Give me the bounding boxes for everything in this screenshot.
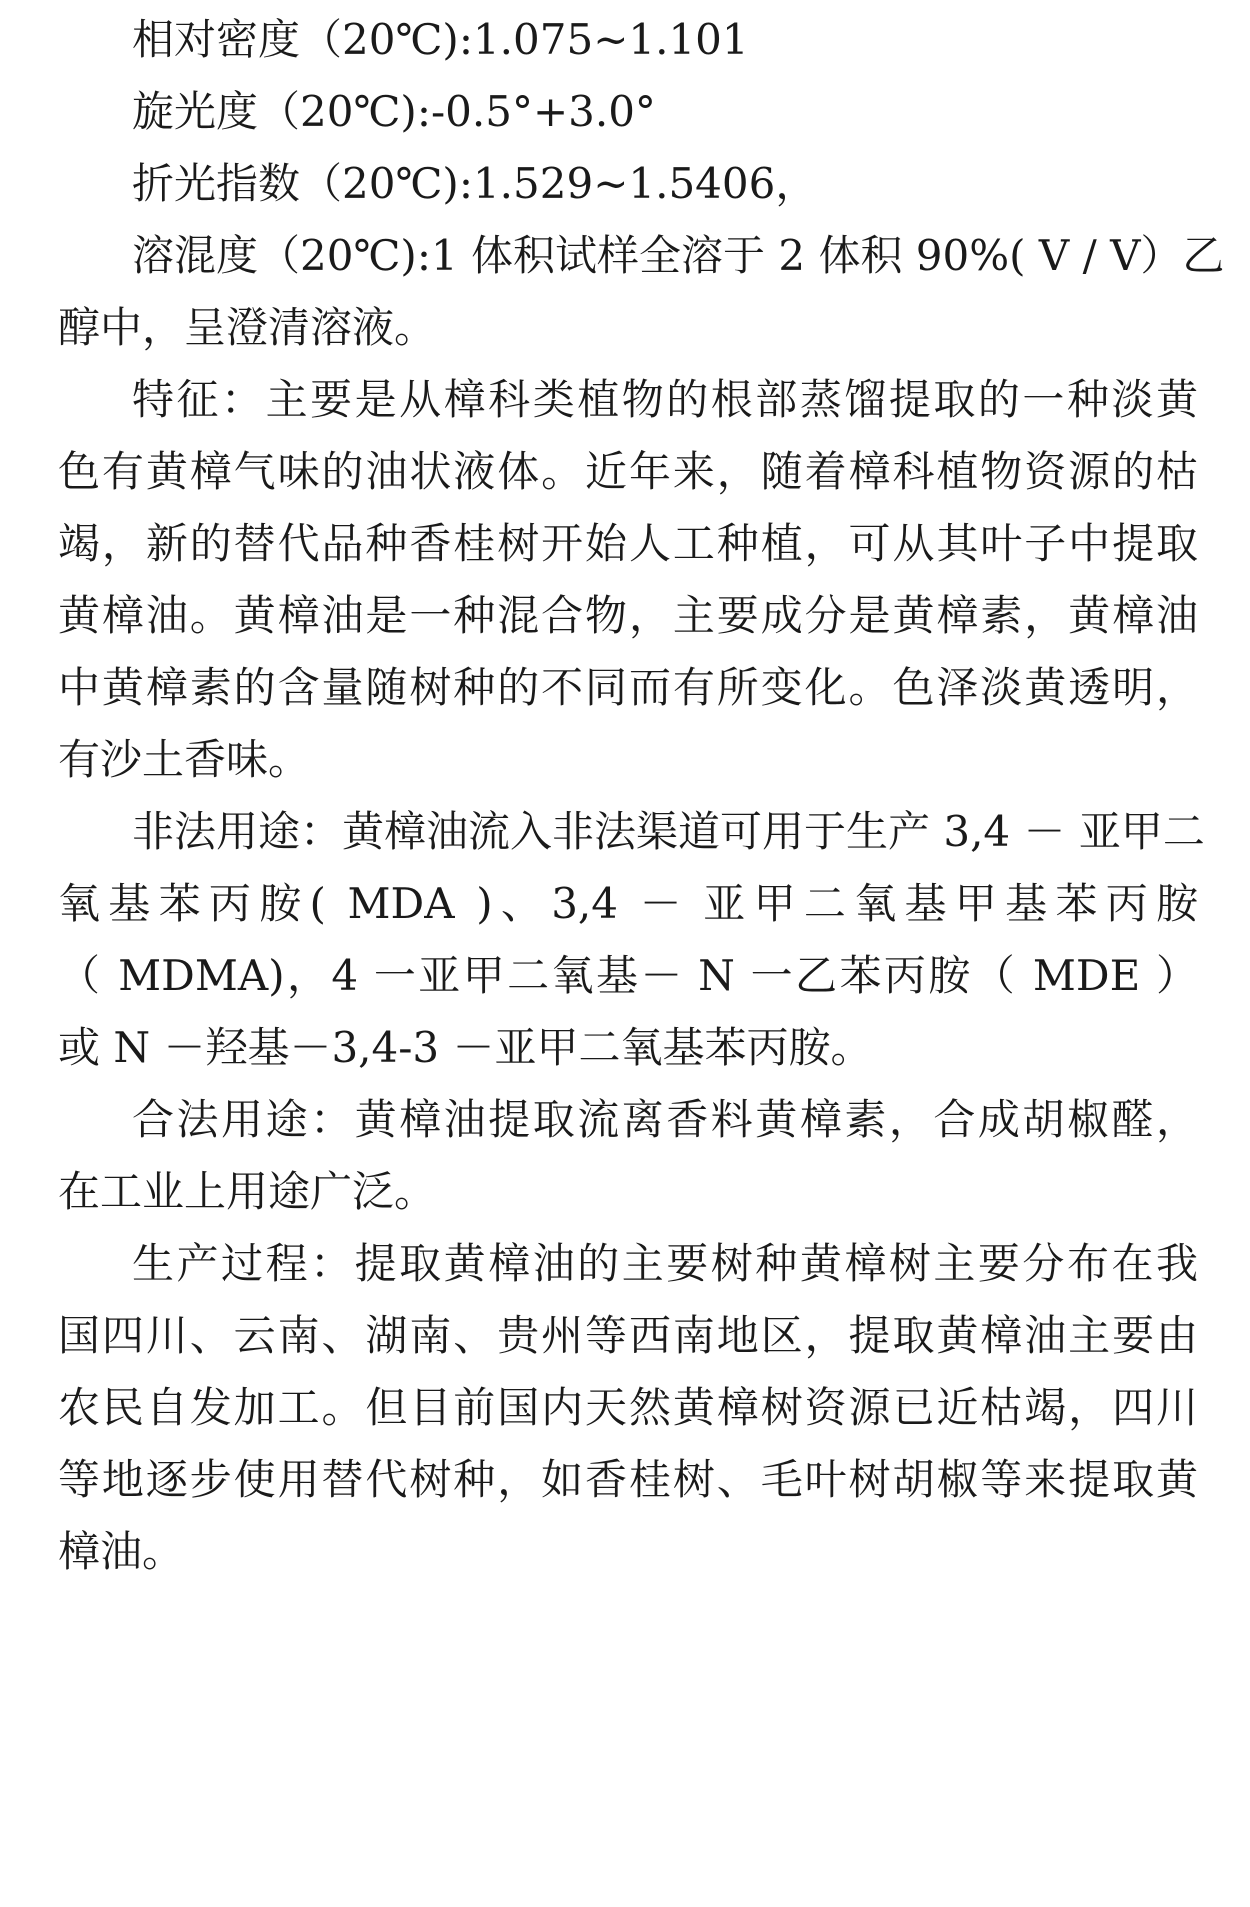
production-line-5: 樟油。 — [58, 1527, 185, 1576]
production-line-3: 农民自发加工。但目前国内天然黄樟树资源已近枯竭，四川 — [58, 1383, 1198, 1432]
property-relative-density: 相对密度（20℃):1.075~1.101 — [132, 15, 749, 64]
property-optical-rotation: 旋光度（20℃):-0.5°+3.0° — [132, 87, 656, 136]
property-refractive-index: 折光指数（20℃):1.529~1.5406， — [132, 159, 818, 208]
illegal-use-line-3: （ MDMA)，4 一亚甲二氧基－ N 一乙苯丙胺（ MDE ） — [58, 951, 1198, 1000]
illegal-use-line-4: 或 N －羟基－3,4-3 －亚甲二氧基苯丙胺。 — [58, 1023, 873, 1072]
features-line-2: 色有黄樟气味的油状液体。近年来，随着樟科植物资源的枯 — [58, 447, 1198, 496]
legal-use-line-1: 合法用途：黄樟油提取流离香料黄樟素，合成胡椒醛， — [132, 1095, 1198, 1144]
features-line-4: 黄樟油。黄樟油是一种混合物，主要成分是黄樟素，黄樟油 — [58, 591, 1198, 640]
production-line-1: 生产过程：提取黄樟油的主要树种黄樟树主要分布在我 — [132, 1239, 1198, 1288]
features-line-1: 特征：主要是从樟科类植物的根部蒸馏提取的一种淡黄 — [132, 375, 1198, 424]
property-miscibility-line-1: 溶混度（20℃):1 体积试样全溶于 2 体积 90%( V / V）乙 — [132, 231, 1225, 280]
illegal-use-line-2: 氧基苯丙胺( MDA )、3,4 － 亚甲二氧基甲基苯丙胺 — [58, 879, 1198, 928]
production-line-4: 等地逐步使用替代树种，如香桂树、毛叶树胡椒等来提取黄 — [58, 1455, 1198, 1504]
features-line-3: 竭，新的替代品种香桂树开始人工种植，可从其叶子中提取 — [58, 519, 1198, 568]
features-line-5: 中黄樟素的含量随树种的不同而有所变化。色泽淡黄透明， — [58, 663, 1198, 712]
legal-use-line-2: 在工业上用途广泛。 — [58, 1167, 437, 1216]
illegal-use-line-1: 非法用途：黄樟油流入非法渠道可用于生产 3,4 － 亚甲二 — [132, 807, 1205, 856]
property-miscibility-line-2: 醇中，呈澄清溶液。 — [58, 303, 437, 352]
production-line-2: 国四川、云南、湖南、贵州等西南地区，提取黄樟油主要由 — [58, 1311, 1198, 1360]
features-line-6: 有沙土香味。 — [58, 735, 311, 784]
